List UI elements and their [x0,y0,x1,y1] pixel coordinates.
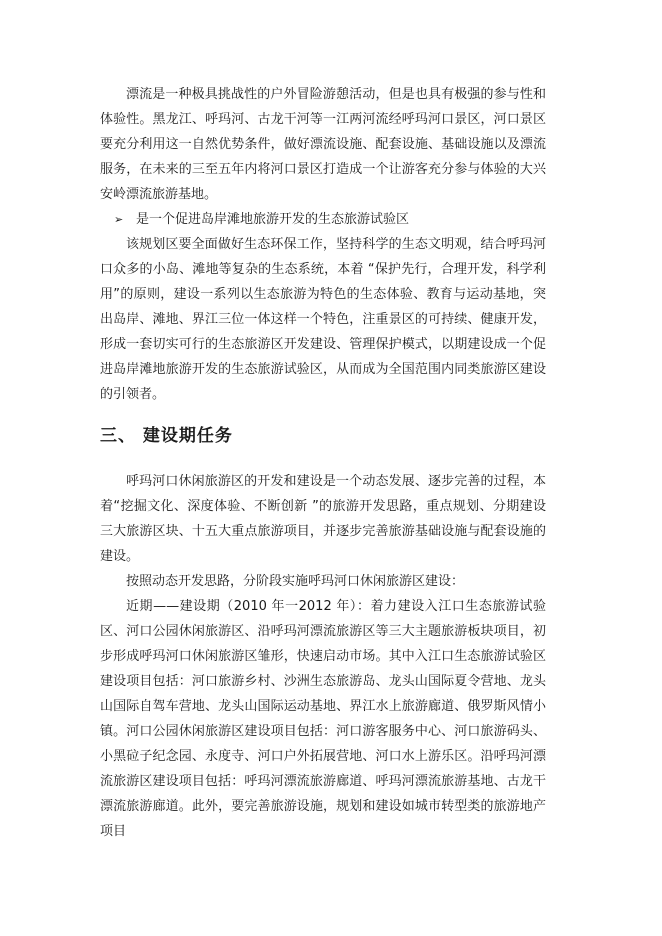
paragraph-rafting: 漂流是一种极具挑战性的户外冒险游憩活动，但是也具有极强的参与性和体验性。黑龙江、呼玛河、古龙干河等一江两河流经呼玛河口景区，河口景区要充分利用这一自然优势条件，做好漂流设施、配套设施、基础设施以及漂流服务，在未来的三至五年内将河口景区打造成一个让游客充分参与体验的大兴安岭漂流旅游基地。 [100,87,546,202]
paragraph-eco-zone: 该规划区要全面做好生态环保工作，坚持科学的生态文明观，结合呼玛河口众多的小岛、滩地等复杂的生态系统，本着 “保护先行，合理开发，科学利用”的原则，建设一系列以生态旅游为特色的生态体验、教育与运动基地，突出岛岸、滩地、界江三位一体这样一个特色，注重景区的可持续、健康开发，形成一套切实可行的生态旅游区开发建设、管理保护模式，以期建设成一个促进岛岸滩地旅游开发的生态旅游试验区，从而成为全国范围内同类旅游区建设的引领者。 [100,237,546,402]
bullet-heading-text: 是一个促进岛岸滩地旅游开发的生态旅游试验区 [136,212,410,227]
paragraph-phases-intro: 按照动态开发思路，分阶段实施呼玛河口休闲旅游区建设： [126,574,465,589]
bullet-arrow-icon: ➢ [114,213,124,226]
paragraph-near-term: 近期——建设期（2010 年一2012 年）：着力建设入江口生态旅游试验区、河口公园休闲旅游区、沿呼玛河漂流旅游区等三大主题旅游板块项目，初步形成呼玛河口休闲旅游区雏形，快速启动市场。其中入江口生态旅游试验区建设项目包括：河口旅游乡村、沙洲生态旅游岛、龙头山国际夏令营地、龙头山国际自驾车营地、龙头山国际运动基地、界江水上旅游廊道、俄罗斯风情小镇。河口公园休闲旅游区建设项目包括：河口游客服务中心、河口旅游码头、小黑砬子纪念园、永度寺、河口户外拓展营地、河口水上游乐区。沿呼玛河漂流旅游区建设项目包括：呼玛河漂流旅游廊道、呼玛河漂流旅游基地、古龙干漂流旅游廊道。此外，要完善旅游设施，规划和建设如城市转型类的旅游地产项目 [100,599,546,839]
section-title: 三、 建设期任务 [100,426,233,446]
bullet-heading [100,207,546,232]
paragraph-development: 呼玛河口休闲旅游区的开发和建设是一个动态发展、逐步完善的过程，本着“挖掘文化、深度体验、不断创新 ”的旅游开发思路，重点规划、分期建设三大旅游区块、十五大重点旅游项目，并逐步完善旅游基础设施与配套设施的建设。 [100,474,546,564]
document-page [100,82,546,844]
